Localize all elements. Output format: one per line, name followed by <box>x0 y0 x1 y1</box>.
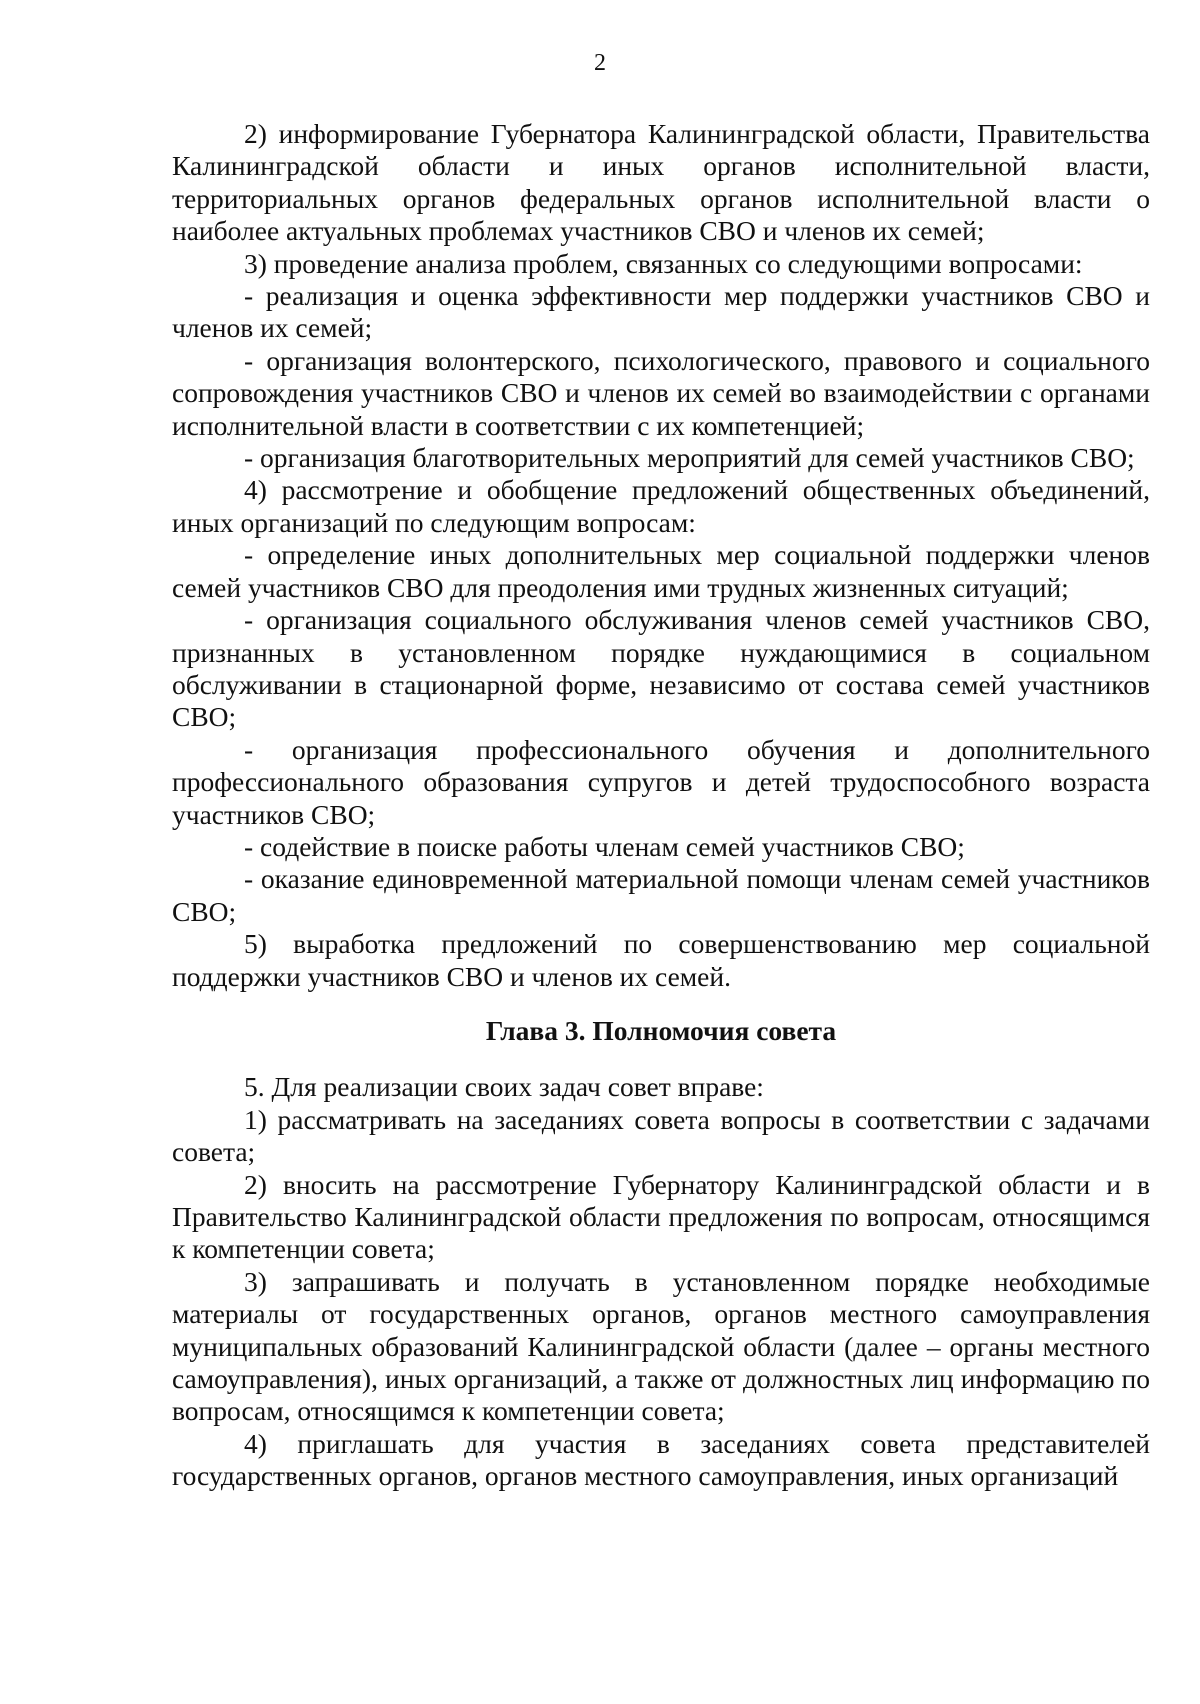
paragraph-right-1: 1) рассматривать на заседаниях совета вопросы в соответствии с задачами совета; <box>172 1103 1150 1168</box>
paragraph-right-3: 3) запрашивать и получать в установленном порядке необходимые материалы от государственных органов, органов местного самоуправления муниципальных образований Калининградской области (далее – органы местного самоуправления), иных организаций, а также от должностных лиц информацию по вопросам, относящимся к компетенции совета; <box>172 1265 1150 1427</box>
paragraph-subitem-support-measures: - реализация и оценка эффективности мер поддержки участников СВО и членов их семей; <box>172 280 1150 344</box>
paragraph-item-3-analysis: 3) проведение анализа проблем, связанных со следующими вопросами: <box>244 247 1083 279</box>
paragraph-clause-5: 5. Для реализации своих задач совет вправе: <box>244 1071 764 1103</box>
paragraph-subitem-volunteer-support: - организация волонтерского, психологического, правового и социального сопровождения участников СВО и членов их семей во взаимодействии с органами исполнительной власти в соответствии с их компетенцией; <box>172 344 1150 441</box>
paragraph-item-5-improvement: 5) выработка предложений по совершенствованию мер социальной поддержки участников СВО и членов их семей. <box>172 928 1150 992</box>
paragraph-subitem-social-service: - организация социального обслуживания членов семей участников СВО, признанных в установленном порядке нуждающимися в социальном обслуживании в стационарной форме, независимо от состава семей участников СВО; <box>172 604 1150 733</box>
paragraph-subitem-charity-events: - организация благотворительных мероприятий для семей участников СВО; <box>244 442 1135 474</box>
paragraph-subitem-additional-measures: - определение иных дополнительных мер социальной поддержки членов семей участников СВО для преодоления ими трудных жизненных ситуаций; <box>172 539 1150 603</box>
paragraph-subitem-education: - организация профессионального обучения и дополнительного профессионального образования супругов и детей трудоспособного возраста участников СВО; <box>172 733 1150 830</box>
paragraph-item-2-inform: 2) информирование Губернатора Калининградской области, Правительства Калининградской области и иных органов исполнительной власти, территориальных органов федеральных органов исполнительной власти о наиболее актуальных проблемах участников СВО и членов их семей; <box>172 118 1150 247</box>
paragraph-item-4-proposals: 4) рассмотрение и обобщение предложений общественных объединений, иных организаций по следующим вопросам: <box>172 474 1150 538</box>
document-body <box>172 118 1150 1493</box>
paragraph-right-4: 4) приглашать для участия в заседаниях совета представителей государственных органов, органов местного самоуправления, иных организаций <box>172 1427 1150 1492</box>
paragraph-right-2: 2) вносить на рассмотрение Губернатору Калининградской области и в Правительство Калининградской области предложения по вопросам, относящимся к компетенции совета; <box>172 1168 1150 1265</box>
paragraph-subitem-financial-aid: - оказание единовременной материальной помощи членам семей участников СВО; <box>172 863 1150 927</box>
chapter-heading: Глава 3. Полномочия совета <box>485 1014 837 1046</box>
paragraph-subitem-employment: - содействие в поиске работы членам семей участников СВО; <box>244 830 965 862</box>
page-number: 2 <box>594 50 606 76</box>
